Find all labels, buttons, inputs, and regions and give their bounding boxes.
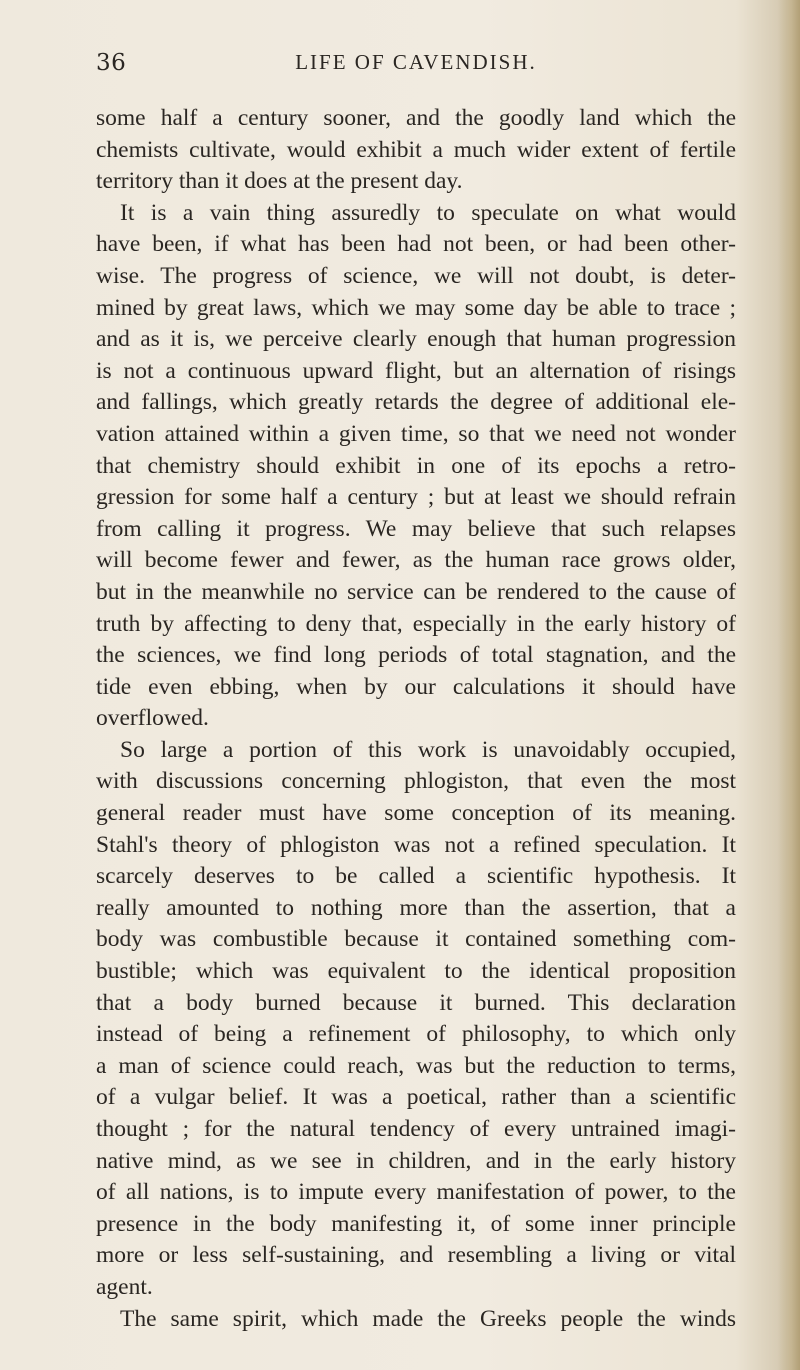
text-line: thought ; for the natural tendency of every untrained imagi-	[96, 1116, 736, 1142]
text-line: The same spirit, which made the Greeks people the winds	[120, 1305, 736, 1332]
text-line: Stahl's theory of phlogiston was not a refined speculation. It	[96, 831, 736, 858]
text-line: wise. The progress of science, we will not doubt, is deter-	[96, 262, 736, 289]
text-line: bustible; which was equivalent to the identical proposition	[96, 958, 736, 985]
text-line: of a vulgar belief. It was a poetical, rather than a scientific	[96, 1084, 736, 1111]
text-line: vation attained within a given time, so that we need not wonder	[96, 420, 736, 447]
text-line: presence in the body manifesting it, of some inner principle	[96, 1210, 736, 1237]
text-line: It is a vain thing assuredly to speculate on what would	[120, 199, 736, 226]
text-line: and as it is, we perceive clearly enough that human progression	[96, 326, 736, 353]
text-line: is not a continuous upward flight, but an alternation of risings	[96, 357, 736, 384]
text-line: really amounted to nothing more than the assertion, that a	[96, 894, 736, 921]
text-line: general reader must have some conception of its meaning.	[96, 800, 736, 827]
text-line: scarcely deserves to be called a scientific hypothesis. It	[96, 863, 736, 890]
text-line: gression for some half a century ; but at least we should refrain	[96, 484, 736, 511]
text-line: agent.	[96, 1273, 153, 1300]
text-line: more or less self-sustaining, and resembling a living or vital	[96, 1242, 736, 1269]
text-line: with discussions concerning phlogiston, that even the most	[96, 768, 736, 795]
text-line: So large a portion of this work is unavoidably occupied,	[120, 736, 736, 763]
text-line: and fallings, which greatly retards the degree of additional ele-	[96, 389, 736, 416]
text-line: chemists cultivate, would exhibit a much wider extent of fertile	[96, 136, 736, 163]
text-line: but in the meanwhile no service can be rendered to the cause of	[96, 578, 736, 605]
text-line: truth by affecting to deny that, especially in the early history of	[96, 610, 736, 637]
text-line: tide even ebbing, when by our calculations it should have	[96, 673, 736, 700]
running-head: LIFE OF CAVENDISH.	[295, 50, 537, 74]
text-line: native mind, as we see in children, and in the early history	[96, 1147, 736, 1174]
page-header	[96, 50, 736, 86]
text-line: will become fewer and fewer, as the human race grows older,	[96, 547, 736, 574]
text-line: overflowed.	[96, 705, 209, 732]
text-line: that chemistry should exhibit in one of its epochs a retro-	[96, 452, 736, 479]
text-line: territory than it does at the present day.	[96, 168, 463, 195]
text-line: from calling it progress. We may believe that such relapses	[96, 515, 736, 542]
page-number: 36	[96, 50, 127, 76]
text-line: body was combustible because it contained something com-	[96, 926, 736, 953]
body-text	[96, 103, 736, 1335]
text-line: the sciences, we find long periods of total stagnation, and the	[96, 642, 736, 669]
text-line: some half a century sooner, and the goodly land which the	[96, 105, 736, 131]
text-line: a man of science could reach, was but the reduction to terms,	[96, 1052, 736, 1079]
text-line: mined by great laws, which we may some day be able to trace ;	[96, 294, 736, 321]
text-line: have been, if what has been had not been, or had been other-	[96, 231, 736, 258]
text-line: of all nations, is to impute every manifestation of power, to the	[96, 1179, 736, 1206]
text-line: instead of being a refinement of philosophy, to which only	[96, 1021, 736, 1048]
text-line: that a body burned because it burned. This declaration	[96, 989, 736, 1016]
page-edge-shadow	[778, 0, 800, 1370]
